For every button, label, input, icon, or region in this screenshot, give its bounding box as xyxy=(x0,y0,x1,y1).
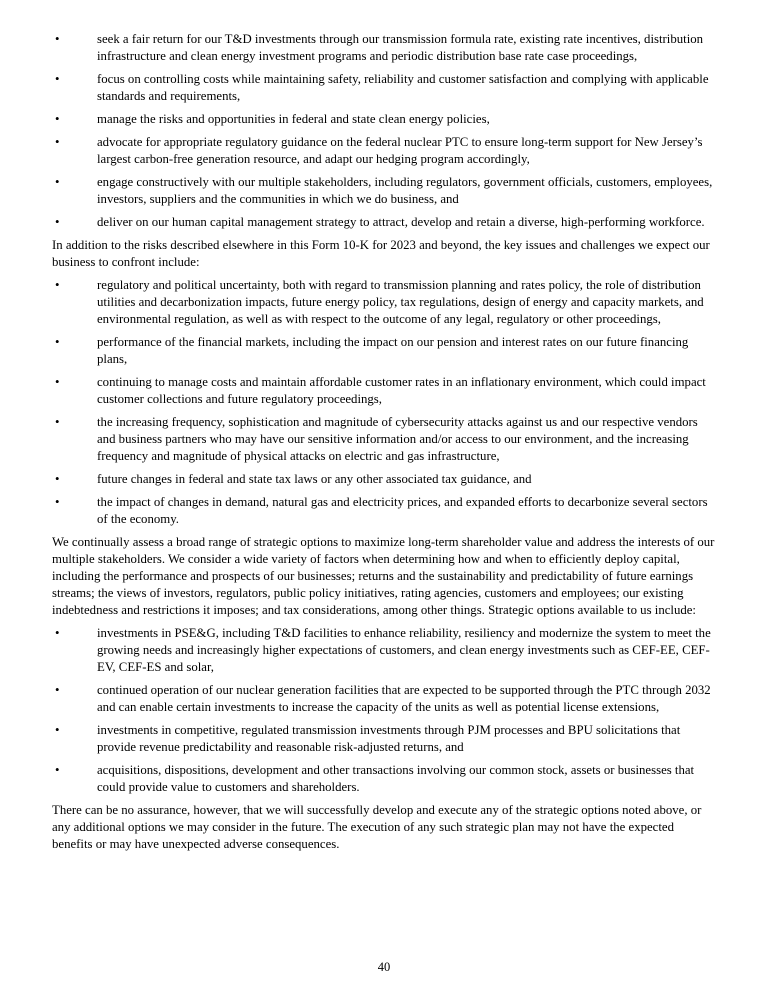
bullet-item xyxy=(52,374,716,408)
bullet-marker: • xyxy=(55,215,60,229)
paragraph-text: In addition to the risks described elsewhere in this Form 10-K for 2023 and beyond, the key issues and challenges we expect our business to confront include: xyxy=(52,238,710,269)
bullet-item xyxy=(52,277,716,328)
bullet-marker: • xyxy=(55,415,60,429)
bullet-text: future changes in federal and state tax laws or any other associated tax guidance, and xyxy=(97,472,532,486)
bullet-text: manage the risks and opportunities in federal and state clean energy policies, xyxy=(97,112,490,126)
bullet-text: the impact of changes in demand, natural gas and electricity prices, and expanded efforts to decarbonize several sectors of the economy. xyxy=(97,495,708,526)
bullet-marker: • xyxy=(55,723,60,737)
bullet-marker: • xyxy=(55,278,60,292)
bullet-item xyxy=(52,214,716,231)
paragraph xyxy=(52,802,716,853)
bullet-item xyxy=(52,111,716,128)
bullet-text: engage constructively with our multiple stakeholders, including regulators, government officials, customers, employees, investors, suppliers and the communities in which we do business, and xyxy=(97,175,713,206)
bullet-text: performance of the financial markets, including the impact on our pension and interest rates on our future financing plans, xyxy=(97,335,689,366)
paragraph xyxy=(52,534,716,619)
bullet-item xyxy=(52,494,716,528)
bullet-marker: • xyxy=(55,335,60,349)
paragraph-text: There can be no assurance, however, that we will successfully develop and execute any of the strategic options noted above, or any additional options we may consider in the future. The execution of any such strategic plan may not have the expected benefits or may have unexpected adverse consequences. xyxy=(52,803,702,851)
bullet-text: acquisitions, dispositions, development and other transactions involving our common stock, assets or businesses that could provide value to customers and shareholders. xyxy=(97,763,695,794)
bullet-item xyxy=(52,414,716,465)
bullet-marker: • xyxy=(55,112,60,126)
page-number: 40 xyxy=(377,960,391,974)
bullet-text: the increasing frequency, sophistication and magnitude of cybersecurity attacks against us and our respective vendors and business partners who may have our sensitive information and/or access to our environment, and the increasing frequency and magnitude of physical attacks on electric and gas infrastructure, xyxy=(97,415,698,463)
bullet-item xyxy=(52,174,716,208)
bullet-marker: • xyxy=(55,375,60,389)
bullet-item xyxy=(52,71,716,105)
bullet-text: focus on controlling costs while maintaining safety, reliability and customer satisfaction and complying with applicable standards and requirements, xyxy=(97,72,709,103)
bullet-marker: • xyxy=(55,495,60,509)
bullet-marker: • xyxy=(55,72,60,86)
bullet-marker: • xyxy=(55,135,60,149)
bullet-item xyxy=(52,471,716,488)
bullet-marker: • xyxy=(55,626,60,640)
bullet-item xyxy=(52,722,716,756)
bullet-text: continued operation of our nuclear generation facilities that are expected to be supported through the PTC through 2032 and can enable certain investments to increase the capacity of the units as well as potential license extensions, xyxy=(97,683,711,714)
bullet-text: regulatory and political uncertainty, both with regard to transmission planning and rates policy, the role of distribution utilities and decarbonization impacts, future energy policy, tax regulations, design of energy and capacity markets, and environmental regulation, as well as with respect to the outcome of any legal, regulatory or other proceedings, xyxy=(97,278,704,326)
bullet-text: advocate for appropriate regulatory guidance on the federal nuclear PTC to ensure long-term support for New Jersey’s largest carbon-free generation resource, and adapt our hedging program accordingly, xyxy=(97,135,703,166)
bullet-marker: • xyxy=(55,32,60,46)
bullet-text: investments in competitive, regulated transmission investments through PJM processes and BPU solicitations that provide revenue predictability and reasonable risk-adjusted returns, and xyxy=(97,723,681,754)
bullet-item xyxy=(52,134,716,168)
bullet-item xyxy=(52,762,716,796)
bullet-item xyxy=(52,682,716,716)
bullet-text: seek a fair return for our T&D investments through our transmission formula rate, existing rate incentives, distribution infrastructure and clean energy investment programs and periodic distribution base rate case proceedings, xyxy=(97,32,704,63)
page-body-text xyxy=(52,31,716,853)
bullet-item xyxy=(52,625,716,676)
bullet-text: investments in PSE&G, including T&D facilities to enhance reliability, resiliency and modernize the system to meet the growing needs and increasingly higher expectations of customers, and clean energy investments such as CEF-EE, CEF-EV, CEF-ES and solar, xyxy=(97,626,711,674)
paragraph-text: We continually assess a broad range of strategic options to maximize long-term shareholder value and address the interests of our multiple stakeholders. We consider a wide variety of factors when determining how and when to efficiently deploy capital, including the performance and prospects of our businesses; returns and the sustainability and predictability of future earnings streams; the views of investors, regulators, public policy initiatives, rating agencies, customers and employees; our existing indebtedness and restrictions it imposes; and tax considerations, among other things. Strategic options available to us include: xyxy=(52,535,715,617)
bullet-marker: • xyxy=(55,763,60,777)
bullet-marker: • xyxy=(55,683,60,697)
bullet-text: continuing to manage costs and maintain affordable customer rates in an inflationary environment, which could impact customer collections and future regulatory proceedings, xyxy=(97,375,706,406)
bullet-marker: • xyxy=(55,472,60,486)
bullet-text: deliver on our human capital management strategy to attract, develop and retain a diverse, high-performing workforce. xyxy=(97,215,705,229)
bullet-marker: • xyxy=(55,175,60,189)
paragraph xyxy=(52,237,716,271)
bullet-item xyxy=(52,334,716,368)
bullet-item xyxy=(52,31,716,65)
